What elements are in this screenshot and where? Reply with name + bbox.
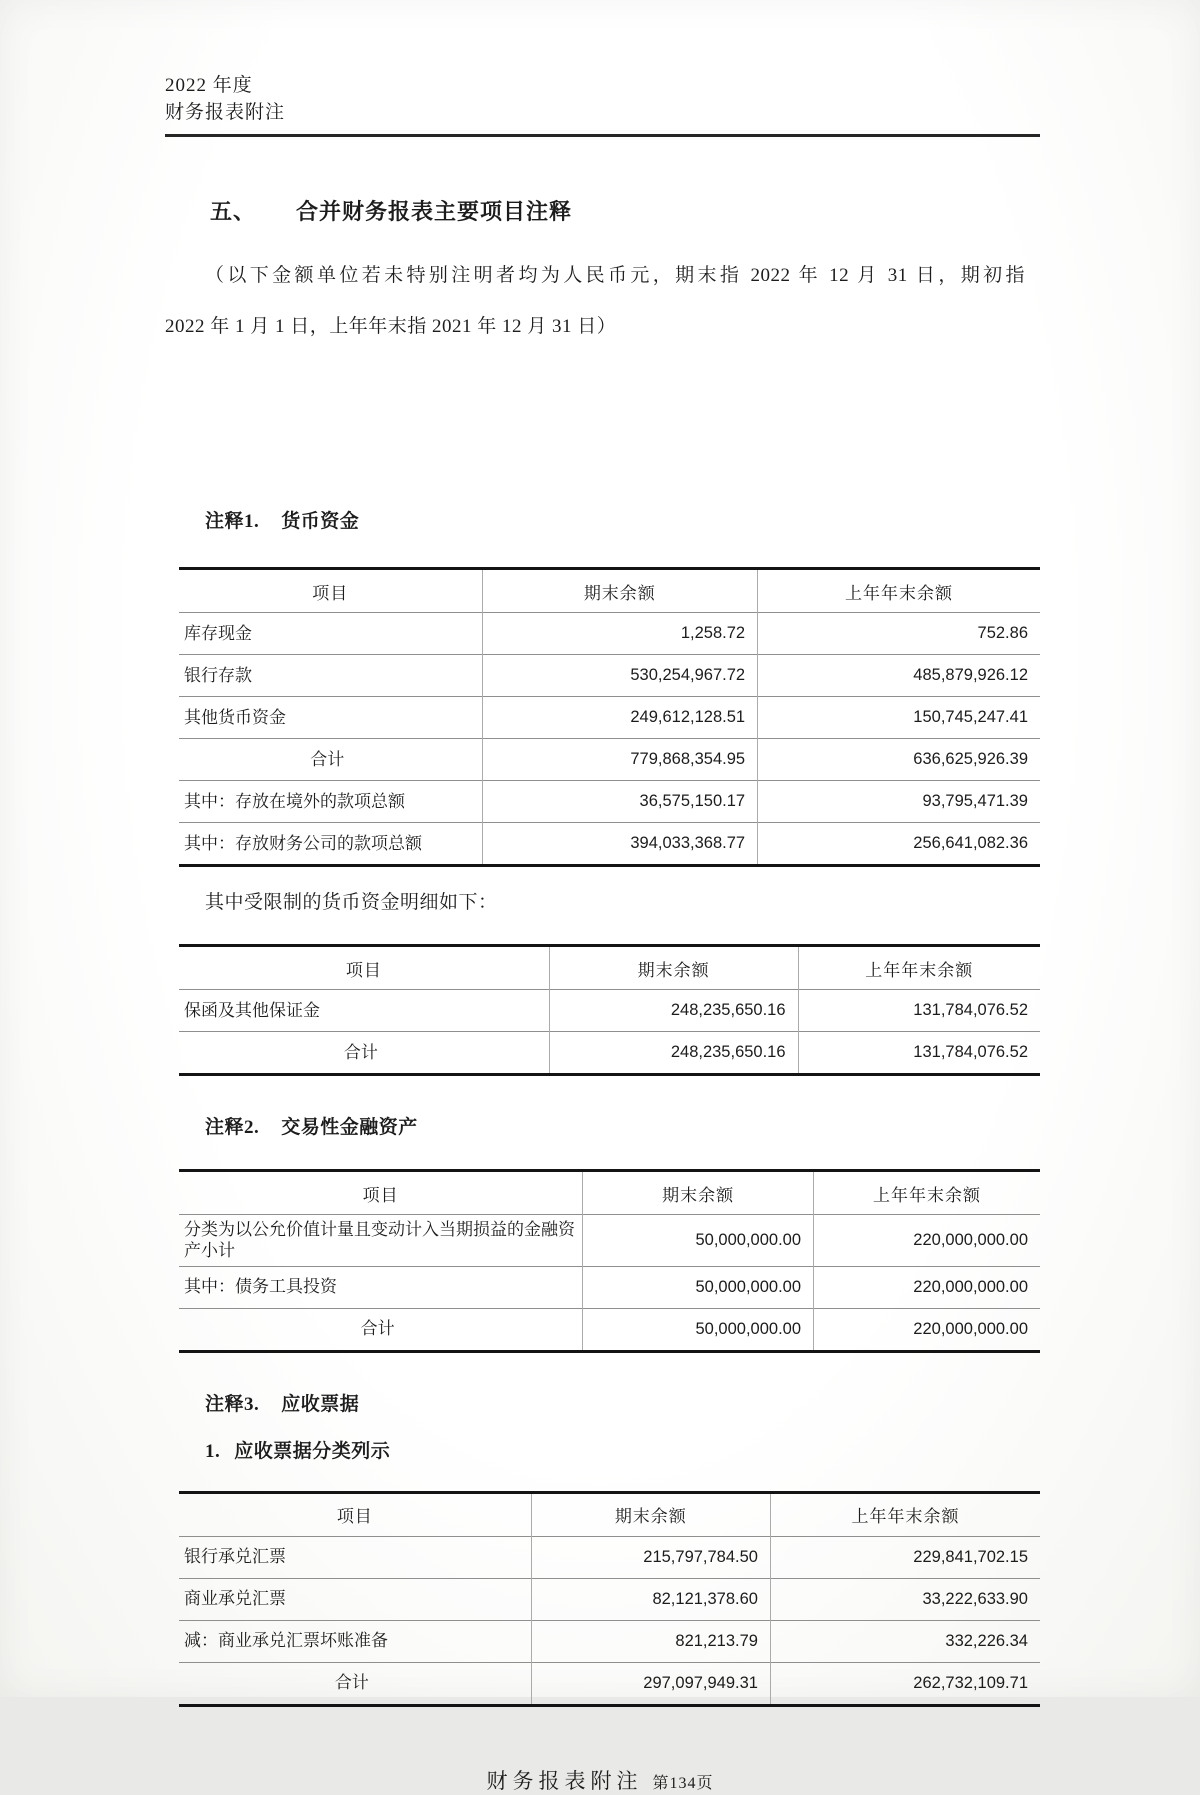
table-cell-item: 商业承兑汇票 <box>179 1578 531 1620</box>
table-cell-item: 分类为以公允价值计量且变动计入当期损益的金融资产小计 <box>179 1215 583 1267</box>
table-cell-item: 合计 <box>179 1662 531 1705</box>
table-cell-prior: 485,879,926.12 <box>758 655 1040 697</box>
col-header-end: 期末余额 <box>549 946 798 990</box>
note3-title: 应收票据 <box>281 1393 360 1415</box>
table-cell-end: 821,213.79 <box>531 1620 770 1662</box>
intro-line-1: （以下金额单位若未特别注明者均为人民币元，期末指 2022 年 12 月 31 日，期初指 <box>205 265 1025 286</box>
section-title-text: 合并财务报表主要项目注释 <box>296 199 573 224</box>
table-cell-item: 合计 <box>179 739 482 781</box>
table-cell-prior: 220,000,000.00 <box>814 1308 1040 1351</box>
table-cell-item: 其中：存放在境外的款项总额 <box>179 781 482 823</box>
note1-title: 货币资金 <box>281 511 360 532</box>
col-header-end: 期末余额 <box>531 1492 770 1536</box>
table-cell-end: 530,254,967.72 <box>482 655 758 697</box>
table-cell-item: 库存现金 <box>179 613 482 655</box>
note2-heading <box>205 1112 1200 1139</box>
col-header-item: 项目 <box>336 1507 373 1526</box>
table-cell-prior: 636,625,926.39 <box>758 739 1040 781</box>
col-header-item: 项目 <box>312 583 349 603</box>
table-cell-prior: 262,732,109.71 <box>770 1662 1040 1705</box>
table-cell-prior: 150,745,247.41 <box>758 697 1040 739</box>
col-header-prior: 上年年末余额 <box>798 946 1040 990</box>
running-head-year: 2022 年度 <box>165 75 253 96</box>
note1-label: 注释1. <box>205 511 260 532</box>
restricted-funds-caption: 其中受限制的货币资金明细如下： <box>205 892 498 913</box>
table-total-row <box>179 1662 1040 1705</box>
spacer <box>0 338 1200 506</box>
table-cell-end: 297,097,949.31 <box>531 1662 770 1705</box>
note3-sub-number: 1. <box>205 1440 221 1462</box>
col-header-item: 项目 <box>345 960 382 980</box>
table-cell-end: 50,000,000.00 <box>583 1215 814 1267</box>
table-cell-end: 36,575,150.17 <box>482 781 758 823</box>
table-row <box>179 1215 1040 1267</box>
note2-label: 注释2. <box>205 1117 260 1138</box>
section-number: 五、 <box>210 199 257 224</box>
intro-line-2: 2022 年 1 月 1 日，上年年末指 2021 年 12 月 31 日） <box>165 316 617 337</box>
monetary-funds-table <box>179 567 1040 867</box>
table-cell-prior: 229,841,702.15 <box>770 1536 1040 1578</box>
table-cell-item: 银行承兑汇票 <box>179 1536 531 1578</box>
notes-receivable-table <box>179 1491 1040 1707</box>
trading-financial-assets-table <box>179 1169 1040 1353</box>
table-cell-prior: 131,784,076.52 <box>798 990 1040 1032</box>
table-row <box>179 1578 1040 1620</box>
note1-heading <box>205 506 1200 533</box>
table-row <box>179 1620 1040 1662</box>
table-cell-prior: 332,226.34 <box>770 1620 1040 1662</box>
table-cell-item: 其中：存放财务公司的款项总额 <box>179 823 482 866</box>
col-header-item: 项目 <box>362 1185 399 1205</box>
table-header-row <box>179 569 1040 613</box>
page-footer <box>0 1765 1200 1795</box>
table-cell-end: 82,121,378.60 <box>531 1578 770 1620</box>
table-total-row <box>179 1032 1040 1075</box>
note3-sub-heading <box>205 1436 1200 1463</box>
table-row <box>179 1536 1040 1578</box>
table-cell-prior: 93,795,471.39 <box>758 781 1040 823</box>
table-row <box>179 655 1040 697</box>
table-header-row <box>179 946 1040 990</box>
table-cell-end: 50,000,000.00 <box>583 1308 814 1351</box>
table-cell-item: 减：商业承兑汇票坏账准备 <box>179 1620 531 1662</box>
table-cell-end: 248,235,650.16 <box>549 1032 798 1075</box>
table-cell-item: 其他货币资金 <box>179 697 482 739</box>
running-head <box>165 72 1040 126</box>
table-row <box>179 781 1040 823</box>
table-cell-prior: 752.86 <box>758 613 1040 655</box>
table-cell-end: 215,797,784.50 <box>531 1536 770 1578</box>
note3-label: 注释3. <box>205 1393 260 1415</box>
table-row <box>179 697 1040 739</box>
table-cell-end: 248,235,650.16 <box>549 990 798 1032</box>
col-header-prior: 上年年末余额 <box>814 1171 1040 1215</box>
intro-paragraph <box>165 260 1025 338</box>
col-header-end: 期末余额 <box>583 1171 814 1215</box>
restricted-funds-table <box>179 944 1040 1076</box>
table-cell-end: 779,868,354.95 <box>482 739 758 781</box>
footer-page-number: 第134页 <box>652 1774 714 1792</box>
note3-sub-title: 应收票据分类列示 <box>234 1440 391 1462</box>
note2-title: 交易性金融资产 <box>281 1117 418 1138</box>
table-row <box>179 823 1040 866</box>
table-total-row <box>179 739 1040 781</box>
table-row <box>179 613 1040 655</box>
section-title <box>210 195 1200 226</box>
table-cell-prior: 131,784,076.52 <box>798 1032 1040 1075</box>
table-cell-prior: 33,222,633.90 <box>770 1578 1040 1620</box>
table-cell-end: 1,258.72 <box>482 613 758 655</box>
table-cell-end: 394,033,368.77 <box>482 823 758 866</box>
table-header-row <box>179 1492 1040 1536</box>
footer-title: 财务报表附注 <box>486 1768 643 1793</box>
col-header-prior: 上年年末余额 <box>758 569 1040 613</box>
table-row <box>179 1266 1040 1308</box>
table-cell-prior: 256,641,082.36 <box>758 823 1040 866</box>
table-header-row <box>179 1171 1040 1215</box>
table-cell-item: 合计 <box>179 1032 549 1075</box>
table-cell-end: 249,612,128.51 <box>482 697 758 739</box>
col-header-end: 期末余额 <box>482 569 758 613</box>
table-row <box>179 990 1040 1032</box>
table-cell-item: 银行存款 <box>179 655 482 697</box>
table-cell-item: 其中：债务工具投资 <box>179 1266 583 1308</box>
header-rule <box>165 134 1040 137</box>
col-header-prior: 上年年末余额 <box>770 1492 1040 1536</box>
running-head-doc: 财务报表附注 <box>165 102 286 123</box>
table-cell-item: 合计 <box>179 1308 583 1351</box>
note3-heading <box>205 1389 1200 1416</box>
table-cell-prior: 220,000,000.00 <box>814 1215 1040 1267</box>
table-cell-prior: 220,000,000.00 <box>814 1266 1040 1308</box>
table-total-row <box>179 1308 1040 1351</box>
table-cell-item: 保函及其他保证金 <box>179 990 549 1032</box>
table-cell-end: 50,000,000.00 <box>583 1266 814 1308</box>
